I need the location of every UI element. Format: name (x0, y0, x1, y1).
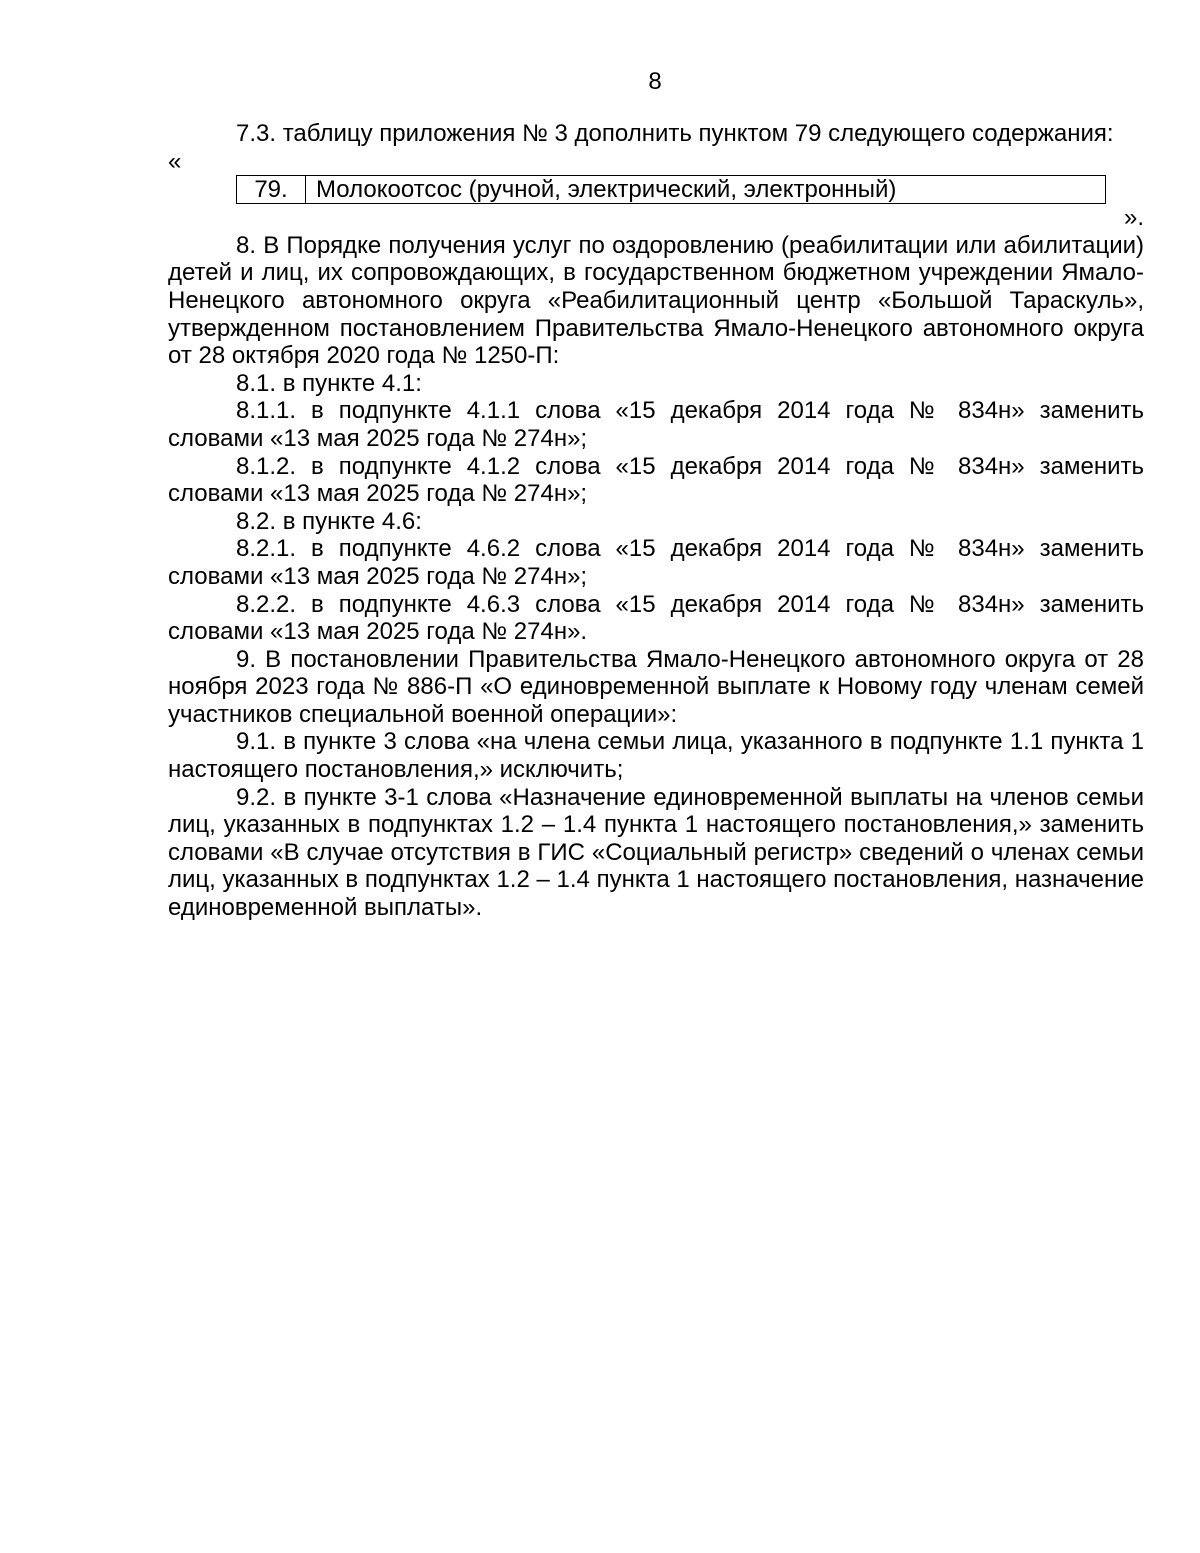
paragraph-9: 9. В постановлении Правительства Ямало-Ненецкого автономного округа от 28 ноября 2023 года № 886-П «О единовременной выплате к Новому году членам семей участников специальной военной операции»: (168, 645, 1144, 728)
table-row (237, 176, 1106, 204)
paragraph-8-2-1: 8.2.1. в подпункте 4.6.2 слова «15 декабря 2014 года № 834н» заменить словами «13 мая 2025 года № 274н»; (168, 535, 1144, 590)
paragraph-8-1-2: 8.1.2. в подпункте 4.1.2 слова «15 декабря 2014 года № 834н» заменить словами «13 мая 2025 года № 274н»; (168, 452, 1144, 508)
paragraph-8-2-2: 8.2.2. в подпункте 4.6.3 слова «15 декабря 2014 года № 834н» заменить словами «13 мая 2025 года № 274н». (168, 590, 1144, 646)
quote-open: « (168, 147, 182, 175)
paragraph-8-1: 8.1. в пункте 4.1: (236, 369, 422, 397)
appendix-table (236, 175, 1106, 204)
paragraph-9-1: 9.1. в пункте 3 слова «на члена семьи лица, указанного в подпункте 1.1 пункта 1 настоящего постановления,» исключить; (168, 728, 1144, 784)
paragraph-8: 8. В Порядке получения услуг по оздоровлению (реабилитации или абилитации) детей и лиц, их сопровождающих, в государственном бюджетном учреждении Ямало-Ненецкого автономного округа «Реабилитационный центр «Большой Тараскуль», утвержденном постановлением Правительства Ямало-Ненецкого автономного округа от 28 октября 2020 года № 1250-П: (168, 231, 1144, 370)
quote-close: ». (1123, 204, 1144, 232)
table-cell-text: Молокоотсос (ручной, электрический, электронный) (306, 176, 1106, 204)
paragraph-8-1-1: 8.1.1. в подпункте 4.1.1 слова «15 декабря 2014 года № 834н» заменить словами «13 мая 2025 года № 274н»; (168, 397, 1144, 452)
page-number: 8 (648, 68, 662, 95)
paragraph-8-2: 8.2. в пункте 4.6: (236, 507, 422, 535)
paragraph-7-3: 7.3. таблицу приложения № 3 дополнить пунктом 79 следующего содержания: (236, 120, 1114, 147)
document-body (168, 120, 1144, 922)
paragraph-9-2: 9.2. в пункте 3-1 слова «Назначение единовременной выплаты на членов семьи лиц, указанных в подпунктах 1.2 – 1.4 пункта 1 настоящего постановления,» заменить словами «В случае отсутствия в ГИС «Социальный регистр» сведений о членах семьи лиц, указанных в подпунктах 1.2 – 1.4 пункта 1 настоящего постановления, назначение единовременной выплаты». (168, 783, 1144, 922)
table-cell-number: 79. (237, 176, 306, 204)
